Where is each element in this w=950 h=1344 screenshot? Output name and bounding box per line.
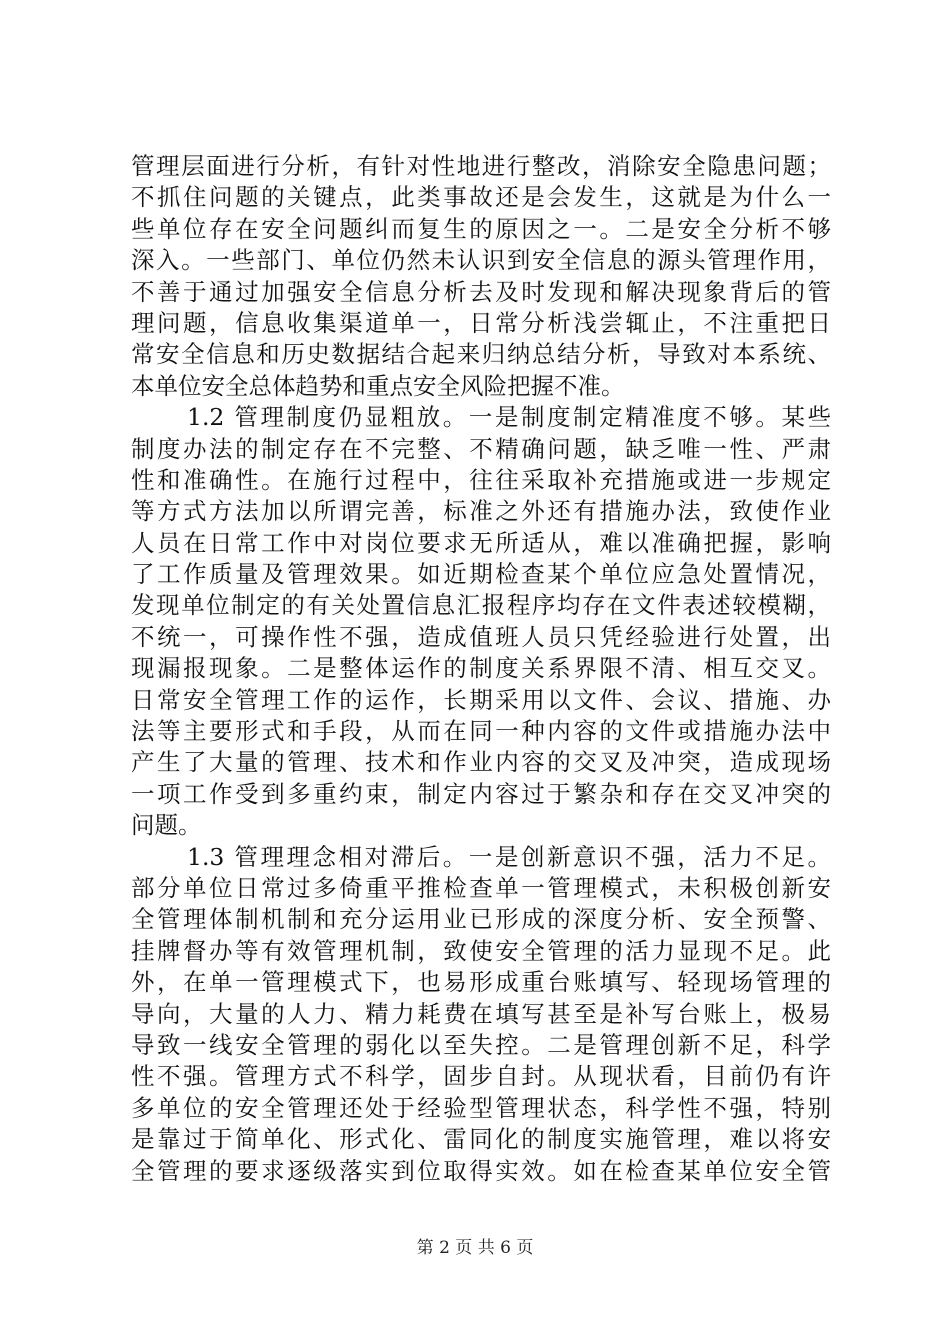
text-line: 了工作质量及管理效果。如近期检查某个单位应急处置情况， — [131, 560, 831, 589]
text-line: 部分单位日常过多倚重平推检查单一管理模式，未积极创新安 — [131, 873, 831, 902]
page-footer: 第 2 页 共 6 页 — [416, 1238, 534, 1258]
text-line: 管理层面进行分析，有针对性地进行整改，消除安全隐患问题； — [131, 152, 831, 180]
body-text — [131, 151, 831, 1187]
text-line: 制度办法的制定存在不完整、不精确问题，缺乏唯一性、严肃 — [131, 434, 831, 463]
text-line: 常安全信息和历史数据结合起来归纳总结分析，导致对本系统、 — [131, 340, 831, 369]
text-line: 导向，大量的人力、精力耗费在填写甚至是补写台账上，极易 — [131, 999, 831, 1028]
text-line: 多单位的安全管理还处于经验型管理状态，科学性不强，特别 — [131, 1093, 831, 1122]
text-line: 产生了大量的管理、技术和作业内容的交叉及冲突，造成现场 — [131, 748, 831, 777]
text-line: 外，在单一管理模式下，也易形成重台账填写、轻现场管理的 — [131, 968, 831, 997]
text-line: 全管理的要求逐级落实到位取得实效。如在检查某单位安全管 — [131, 1156, 831, 1185]
text-line: 些单位存在安全问题纠而复生的原因之一。二是安全分析不够 — [131, 214, 831, 243]
text-line: 性不强。管理方式不科学，固步自封。从现状看，目前仍有许 — [131, 1062, 831, 1091]
text-line: 挂牌督办等有效管理机制，致使安全管理的活力显现不足。此 — [131, 936, 831, 965]
text-line: 发现单位制定的有关处置信息汇报程序均存在文件表述较模糊， — [131, 591, 831, 620]
text-line: 一项工作受到多重约束，制定内容过于繁杂和存在交叉冲突的 — [131, 779, 831, 808]
text-line: 理问题，信息收集渠道单一，日常分析浅尝辄止，不注重把日 — [131, 308, 831, 337]
text-line: 深入。一些部门、单位仍然未认识到安全信息的源头管理作用， — [131, 246, 831, 275]
text-line: 人员在日常工作中对岗位要求无所适从，难以准确把握，影响 — [131, 528, 831, 557]
text-line: 导致一线安全管理的弱化以至失控。二是管理创新不足，科学 — [131, 1030, 831, 1059]
section-heading-line: 1.3 管理理念相对滞后。一是创新意识不强，活力不足。 — [187, 842, 831, 871]
text-line: 是靠过于简单化、形式化、雷同化的制度实施管理，难以将安 — [131, 1125, 831, 1154]
text-line: 日常安全管理工作的运作，长期采用以文件、会议、措施、办 — [131, 685, 831, 714]
text-line: 不善于通过加强安全信息分析去及时发现和解决现象背后的管 — [131, 277, 831, 306]
text-line: 现漏报现象。二是整体运作的制度关系界限不清、相互交叉。 — [131, 654, 831, 683]
text-line: 问题。 — [131, 811, 202, 840]
section-heading-line: 1.2 管理制度仍显粗放。一是制度制定精准度不够。某些 — [187, 403, 831, 432]
text-line: 不统一，可操作性不强，造成值班人员只凭经验进行处置，出 — [131, 622, 831, 651]
text-line: 不抓住问题的关键点，此类事故还是会发生，这就是为什么一 — [131, 183, 831, 212]
text-line: 性和准确性。在施行过程中，往往采取补充措施或进一步规定 — [131, 465, 831, 494]
text-line: 法等主要形式和手段，从而在同一种内容的文件或措施办法中 — [131, 717, 831, 746]
text-line: 全管理体制机制和充分运用业已形成的深度分析、安全预警、 — [131, 905, 831, 934]
text-line: 本单位安全总体趋势和重点安全风险把握不准。 — [131, 371, 625, 400]
text-line: 等方式方法加以所谓完善，标准之外还有措施办法，致使作业 — [131, 497, 831, 526]
